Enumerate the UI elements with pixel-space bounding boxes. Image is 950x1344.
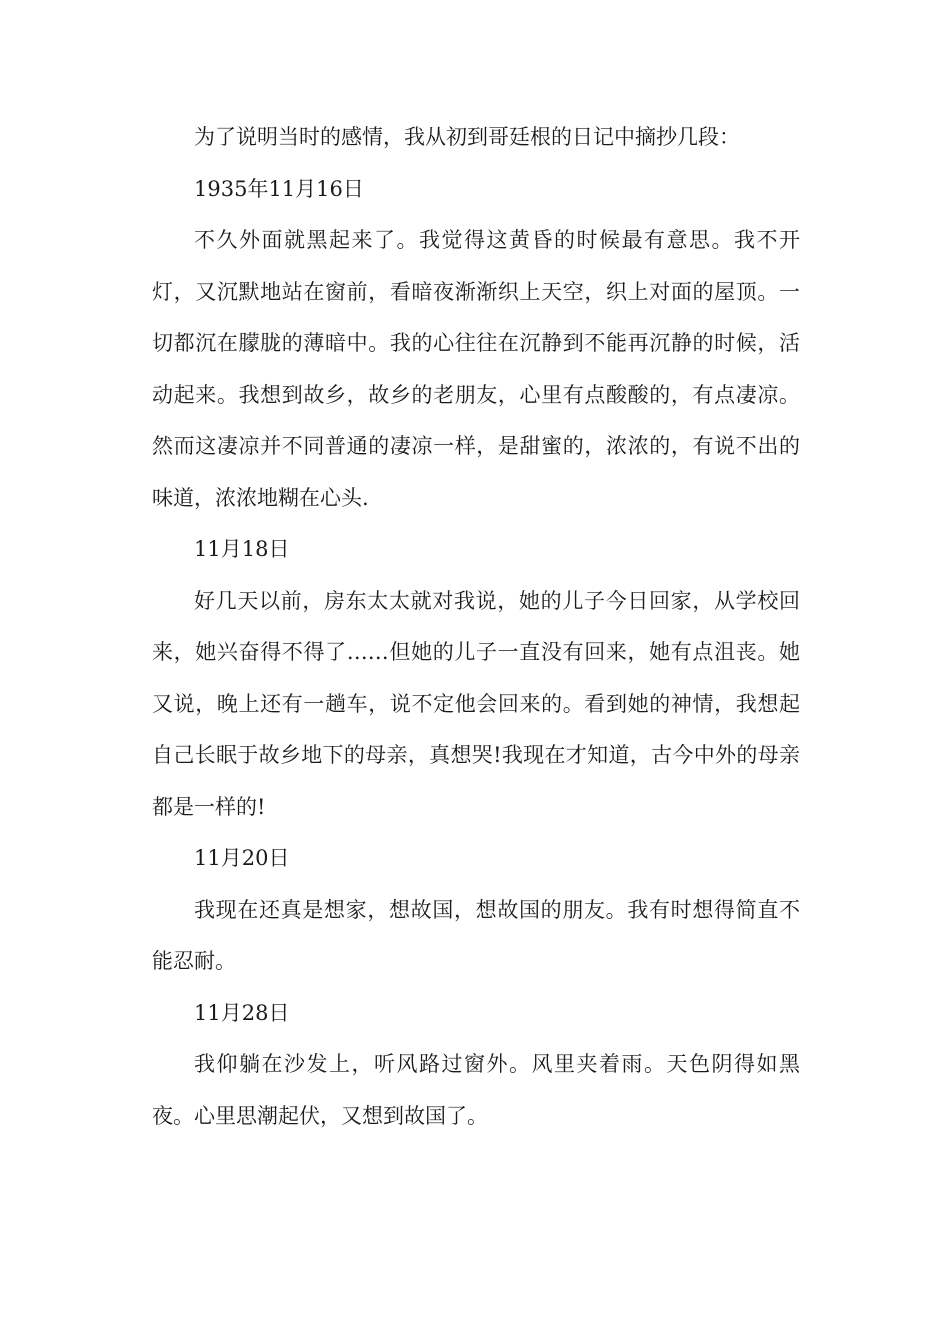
diary-entry: 我现在还真是想家，想故国，想故国的朋友。我有时想得简直不能忍耐。 [152,897,800,973]
diary-entry: 不久外面就黑起来了。我觉得这黄昏的时候最有意思。我不开灯，又沉默地站在窗前，看暗夜渐渐织上天空，织上对面的屋顶。一切都沉在朦胧的薄暗中。我的心往往在沉静到不能再沉静的时候，活动起来。我想到故乡，故乡的老朋友，心里有点酸酸的，有点凄凉。然而这凄凉并不同普通的凄凉一样，是甜蜜的，浓浓的，有说不出的味道，浓浓地糊在心头. [152,228,800,510]
diary-date: 11月18日 [194,537,290,561]
diary-entry: 我仰躺在沙发上，听风路过窗外。风里夹着雨。天色阴得如黑夜。心里思潮起伏，又想到故国了。 [152,1052,800,1128]
diary-date: 1935年11月16日 [194,176,364,201]
paragraph-intro: 为了说明当时的感情，我从初到哥廷根的日记中摘抄几段： [194,125,740,149]
diary-date: 11月28日 [194,1000,290,1025]
diary-date: 11月20日 [194,846,290,870]
document-body [152,112,800,1142]
diary-entry: 好几天以前，房东太太就对我说，她的儿子今日回家，从学校回来，她兴奋得不得了……但她的儿子一直没有回来，她有点沮丧。她又说，晚上还有一趟车，说不定他会回来的。看到她的神情，我想起自己长眠于故乡地下的母亲，真想哭!我现在才知道，古今中外的母亲都是一样的! [152,588,800,819]
